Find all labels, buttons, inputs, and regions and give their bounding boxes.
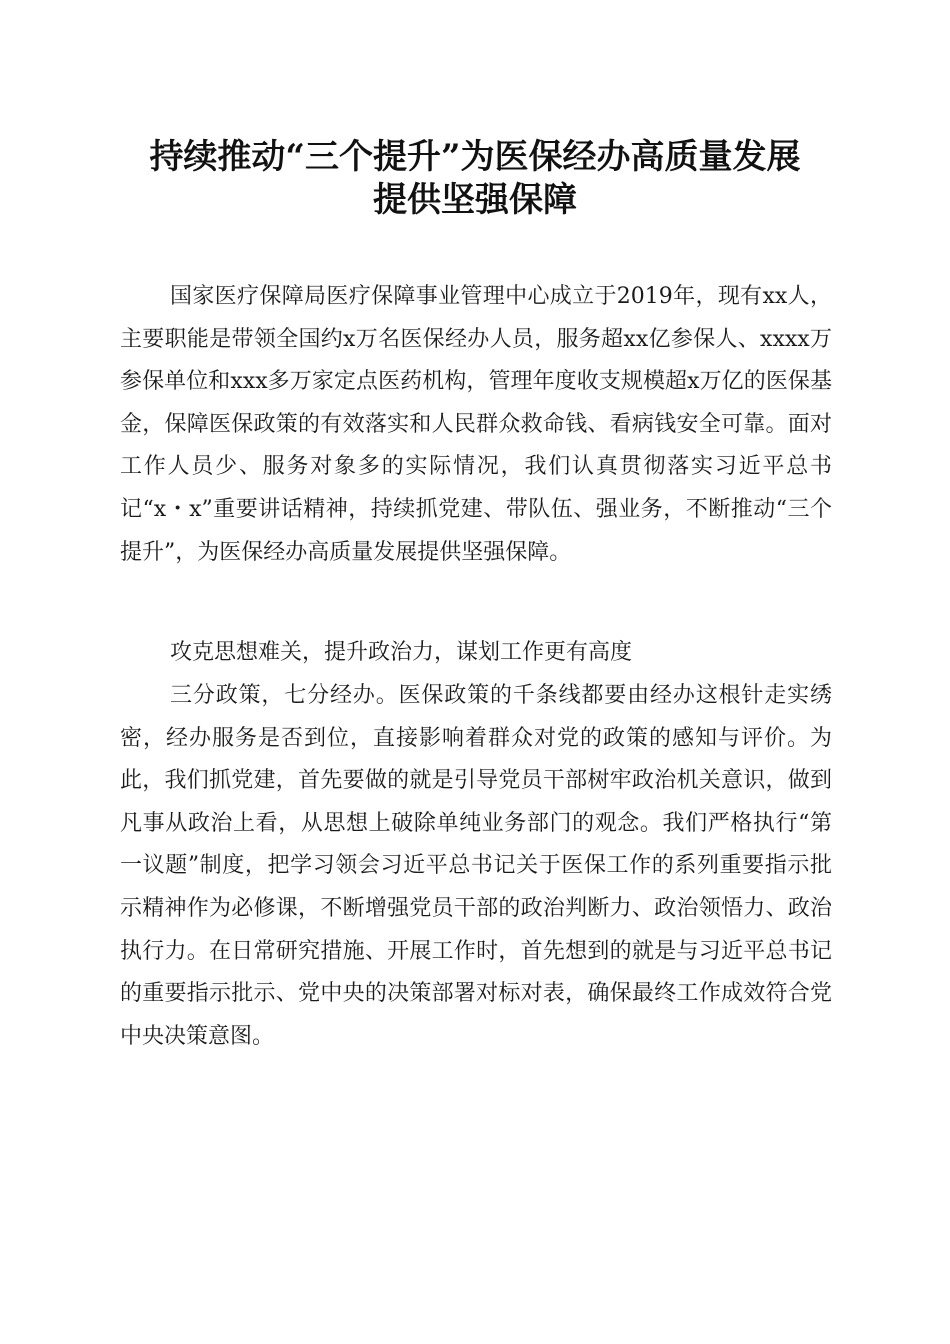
- document-title-line-1: 持续推动“三个提升”为医保经办高质量发展: [149, 137, 801, 177]
- intro-paragraph: 国家医疗保障局医疗保障事业管理中心成立于2019年，现有xx人，主要职能是带领全国约x万名医保经办人员，服务超xx亿参保人、xxxx万参保单位和xxx多万家定点医药机构，管理年度收支规模超x万亿的医保基金，保障医保政策的有效落实和人民群众救命钱、看病钱安全可靠。面对工作人员少、服务对象多的实际情况，我们认真贯彻落实习近平总书记“x・x”重要讲话精神，持续抓党建、带队伍、强业务，不断推动“三个提升”，为医保经办高质量发展提供坚强保障。: [120, 284, 832, 565]
- section-paragraph: 三分政策，七分经办。医保政策的千条线都要由经办这根针走实绣密，经办服务是否到位，直接影响着群众对党的政策的感知与评价。为此，我们抓党建，首先要做的就是引导党员干部树牢政治机关意识，做到凡事从政治上看，从思想上破除单纯业务部门的观念。我们严格执行“第一议题”制度，把学习领会习近平总书记关于医保工作的系列重要指示批示精神作为必修课，不断增强党员干部的政治判断力、政治领悟力、政治执行力。在日常研究措施、开展工作时，首先想到的就是与习近平总书记的重要指示批示、党中央的决策部署对标对表，确保最终工作成效符合党中央决策意图。: [120, 683, 832, 1049]
- document-title-line-2: 提供坚强保障: [373, 180, 577, 220]
- section-heading: 攻克思想难关，提升政治力，谋划工作更有高度: [170, 640, 633, 665]
